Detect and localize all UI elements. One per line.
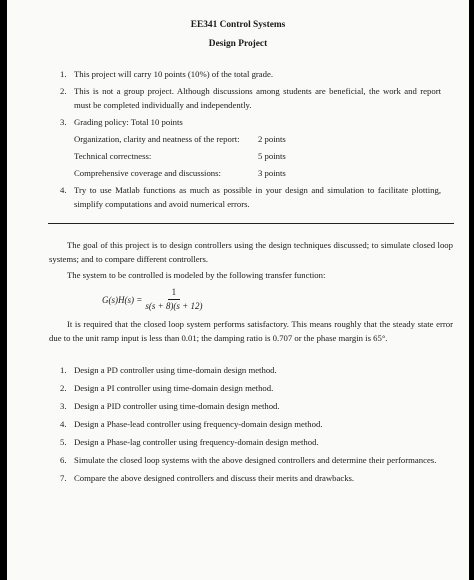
tasks-list [41,363,441,489]
rule-text: This is not a group project. Although discussions among students are beneficial, the work and report must be completed individually and independently. [74,86,441,110]
rule-text: This project will carry 10 points (10%) of the total grade. [74,69,274,79]
grading-row [74,166,441,180]
rule-text: Try to use Matlab functions as much as possible in your design and simulation to facilitate plotting, simplify computations and avoid numerical errors. [74,185,441,209]
list-item: 1. This project will carry 10 points (10%) of the total grade. [60,69,274,79]
formula-lhs: G(s)H(s) = [102,294,143,305]
list-item: 4. Design a Phase-lead controller using frequency-domain design method. [60,419,323,429]
rules-list [41,67,441,214]
task-text: Design a Phase-lead controller using frequency-domain design method. [74,419,323,429]
task-text: Design a PD controller using time-domain design method. [74,365,277,375]
requirement-paragraph: It is required that the closed loop system performs satisfactory. This means roughly that the steady state error due to the unit ramp input is less than 0.01; the damping ratio is 0.707 or the phase margin is 65°. [49,319,453,343]
formula-numerator: 1 [168,287,181,300]
formula-fraction [145,287,202,312]
goal-paragraph: The goal of this project is to design controllers using the design techniques discussed; to simulate closed loop systems; and to compare different controllers. [49,240,453,264]
list-item: 7. Compare the above designed controllers and discuss their merits and drawbacks. [60,473,355,483]
list-item: 5. Design a Phase-lag controller using frequency-domain design method. [60,437,319,447]
section-divider [48,223,454,224]
list-item: 2. Design a PI controller using time-domain design method. [60,383,274,393]
transfer-function [102,287,202,312]
list-item: 3. Design a PID controller using time-domain design method. [60,401,280,411]
task-text: Design a Phase-lag controller using frequency-domain design method. [74,437,319,447]
grading-table [74,132,441,180]
task-text: Simulate the closed loop systems with the above designed controllers and determine their performances. [74,455,437,465]
grading-category: Technical correctness: [74,151,152,161]
list-item: 4. Try to use Matlab functions as much as possible in your design and simulation to facilitate plotting, simplify computations and avoid numerical errors. [60,185,441,209]
grading-category: Comprehensive coverage and discussions: [74,168,221,178]
task-text: Design a PID controller using time-domain design method. [74,401,280,411]
grading-points: 3 points [258,168,286,178]
document-page [7,0,469,580]
formula-denominator: s(s + 8)(s + 12) [145,301,203,311]
task-text: Compare the above designed controllers and discuss their merits and drawbacks. [74,473,355,483]
list-item: 1. Design a PD controller using time-domain design method. [60,365,277,375]
grading-points: 5 points [258,151,286,161]
system-intro: The system to be controlled is modeled by the following transfer function: [67,270,326,280]
list-item: 2. This is not a group project. Although discussions among students are beneficial, the work and report must be completed individually and independently. [60,86,441,110]
grading-row [74,149,441,163]
grading-points: 2 points [258,134,286,144]
list-item: 6. Simulate the closed loop systems with the above designed controllers and determine their performances. [60,455,437,465]
task-text: Design a PI controller using time-domain design method. [74,383,274,393]
course-title: EE341 Control Systems [190,20,286,30]
list-item: 3. Grading policy: Total 10 points Organization, clarity and neatness of the report: 2 points Technical correctness: 5 points Comprehensive coverage and discussions: 3 points [41,115,441,180]
grading-category: Organization, clarity and neatness of the report: [74,134,240,144]
grading-row [74,132,441,146]
rule-text: Grading policy: Total 10 points [74,117,183,127]
project-title: Design Project [208,39,268,49]
